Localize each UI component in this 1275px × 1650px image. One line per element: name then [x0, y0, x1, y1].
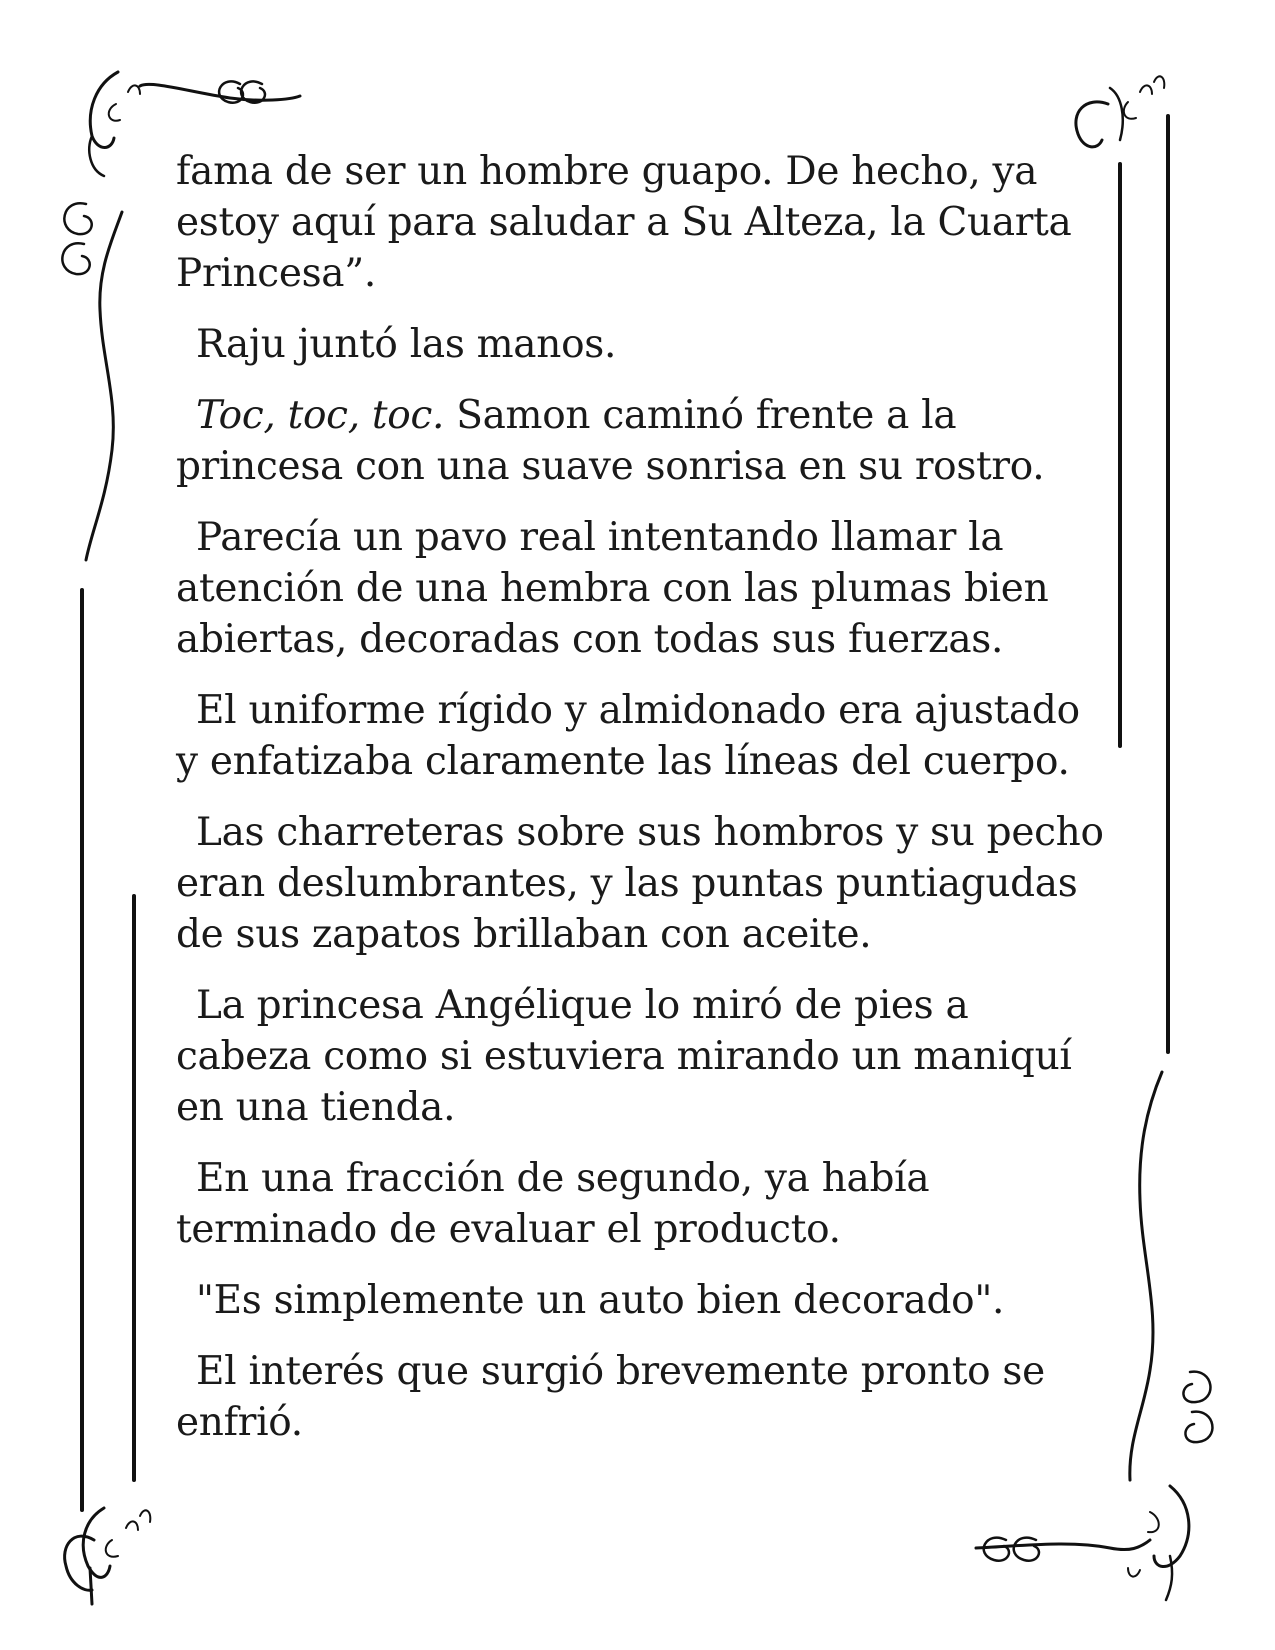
paragraph-10: El interés que surgió brevemente pronto se enfrió. [176, 1349, 1045, 1445]
paragraph-6: Las charreteras sobre sus hombros y su pecho eran deslumbrantes, y las puntas puntiagudas de sus zapatos brillaban con aceite. [176, 810, 1104, 957]
paragraph-3 [176, 390, 1106, 492]
paragraph-9: "Es simplemente un auto bien decorado". [196, 1278, 1005, 1323]
paragraph-2: Raju juntó las manos. [196, 322, 617, 367]
paragraph-3-text: Samon caminó frente a la princesa con una suave sonrisa en su rostro. [176, 393, 1045, 489]
paragraph-8: En una fracción de segundo, ya había terminado de evaluar el producto. [176, 1156, 930, 1252]
paragraph-7: La princesa Angélique lo miró de pies a cabeza como si estuviera mirando un maniquí en una tienda. [176, 983, 1072, 1130]
page-body-text [176, 146, 1106, 1468]
paragraph-4: Parecía un pavo real intentando llamar la atención de una hembra con las plumas bien abiertas, decoradas con todas sus fuerzas. [176, 515, 1049, 662]
bottom-right-flourish-icon [976, 1486, 1189, 1600]
paragraph-3-italic-sound: Toc, toc, toc. [196, 393, 445, 438]
paragraph-5: El uniforme rígido y almidonado era ajustado y enfatizaba claramente las líneas del cuerpo. [176, 688, 1080, 784]
paragraph-1: fama de ser un hombre guapo. De hecho, ya estoy aquí para saludar a Su Alteza, la Cuarta Princesa”. [176, 149, 1072, 296]
bottom-left-flourish-icon [65, 1508, 151, 1604]
right-wavy-flourish-icon [1130, 1072, 1213, 1480]
top-right-flourish-icon [1076, 76, 1164, 147]
